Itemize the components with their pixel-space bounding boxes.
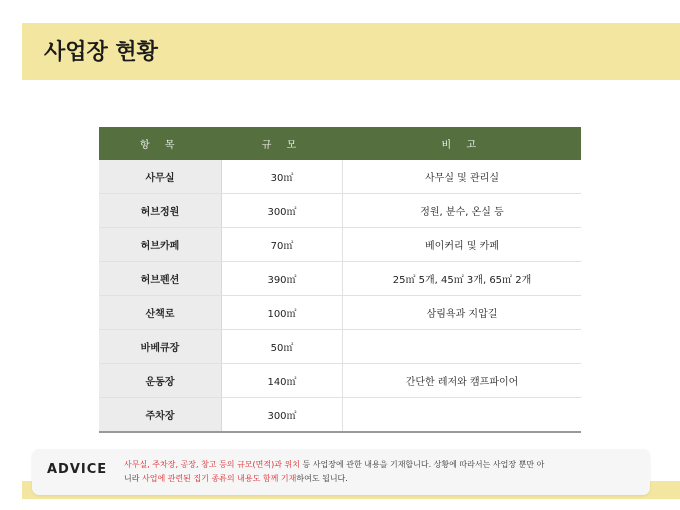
- advice-text: [124, 458, 644, 486]
- note-cell: 베이커리 및 카페: [343, 228, 582, 262]
- note-cell: 삼림욕과 지압길: [343, 296, 582, 330]
- scale-cell: 300㎡: [222, 194, 343, 228]
- item-cell: 사무실: [99, 160, 222, 194]
- table-row: [99, 398, 581, 433]
- scale-cell: 300㎡: [222, 398, 343, 433]
- page-title: 사업장 현황: [44, 40, 158, 65]
- advice-label: ADVICE: [47, 462, 108, 477]
- advice-highlight: 사업에 관련된 집기 종류의 내용도 함께 기재: [142, 474, 297, 483]
- item-cell: 허브펜션: [99, 262, 222, 296]
- note-cell: [343, 330, 582, 364]
- table-row: [99, 228, 581, 262]
- advice-text-segment: 등 사업장에 관한 내용을 기재합니다. 상황에 따라서는 사업장 뿐만 아: [299, 460, 545, 469]
- table-row: [99, 160, 581, 194]
- item-cell: 산책로: [99, 296, 222, 330]
- table-row: [99, 296, 581, 330]
- title-banner: [22, 23, 680, 80]
- note-cell: 사무실 및 관리실: [343, 160, 582, 194]
- business-site-table: [99, 127, 581, 433]
- note-cell: [343, 398, 582, 433]
- table-row: [99, 262, 581, 296]
- advice-box: [32, 449, 650, 495]
- note-cell: 간단한 레저와 캠프파이어: [343, 364, 582, 398]
- note-cell: 25㎡ 5개, 45㎡ 3개, 65㎡ 2개: [343, 262, 582, 296]
- column-header-item: 항 목: [99, 127, 222, 160]
- scale-cell: 100㎡: [222, 296, 343, 330]
- item-cell: 바베큐장: [99, 330, 222, 364]
- item-cell: 허브카페: [99, 228, 222, 262]
- scale-cell: 50㎡: [222, 330, 343, 364]
- table-header-row: [99, 127, 581, 160]
- item-cell: 운동장: [99, 364, 222, 398]
- scale-cell: 70㎡: [222, 228, 343, 262]
- note-cell: 정원, 분수, 온실 등: [343, 194, 582, 228]
- table-row: [99, 194, 581, 228]
- advice-text-segment: 니라: [124, 474, 142, 483]
- scale-cell: 30㎡: [222, 160, 343, 194]
- column-header-note: 비 고: [343, 127, 582, 160]
- table-row: [99, 364, 581, 398]
- advice-highlight: 사무실, 주차장, 공장, 창고 등의 규모(면적)과 위치: [124, 460, 300, 469]
- scale-cell: 140㎡: [222, 364, 343, 398]
- item-cell: 주차장: [99, 398, 222, 433]
- column-header-scale: 규 모: [222, 127, 343, 160]
- item-cell: 허브정원: [99, 194, 222, 228]
- advice-text-segment: 하여도 됩니다.: [296, 474, 348, 483]
- table-row: [99, 330, 581, 364]
- scale-cell: 390㎡: [222, 262, 343, 296]
